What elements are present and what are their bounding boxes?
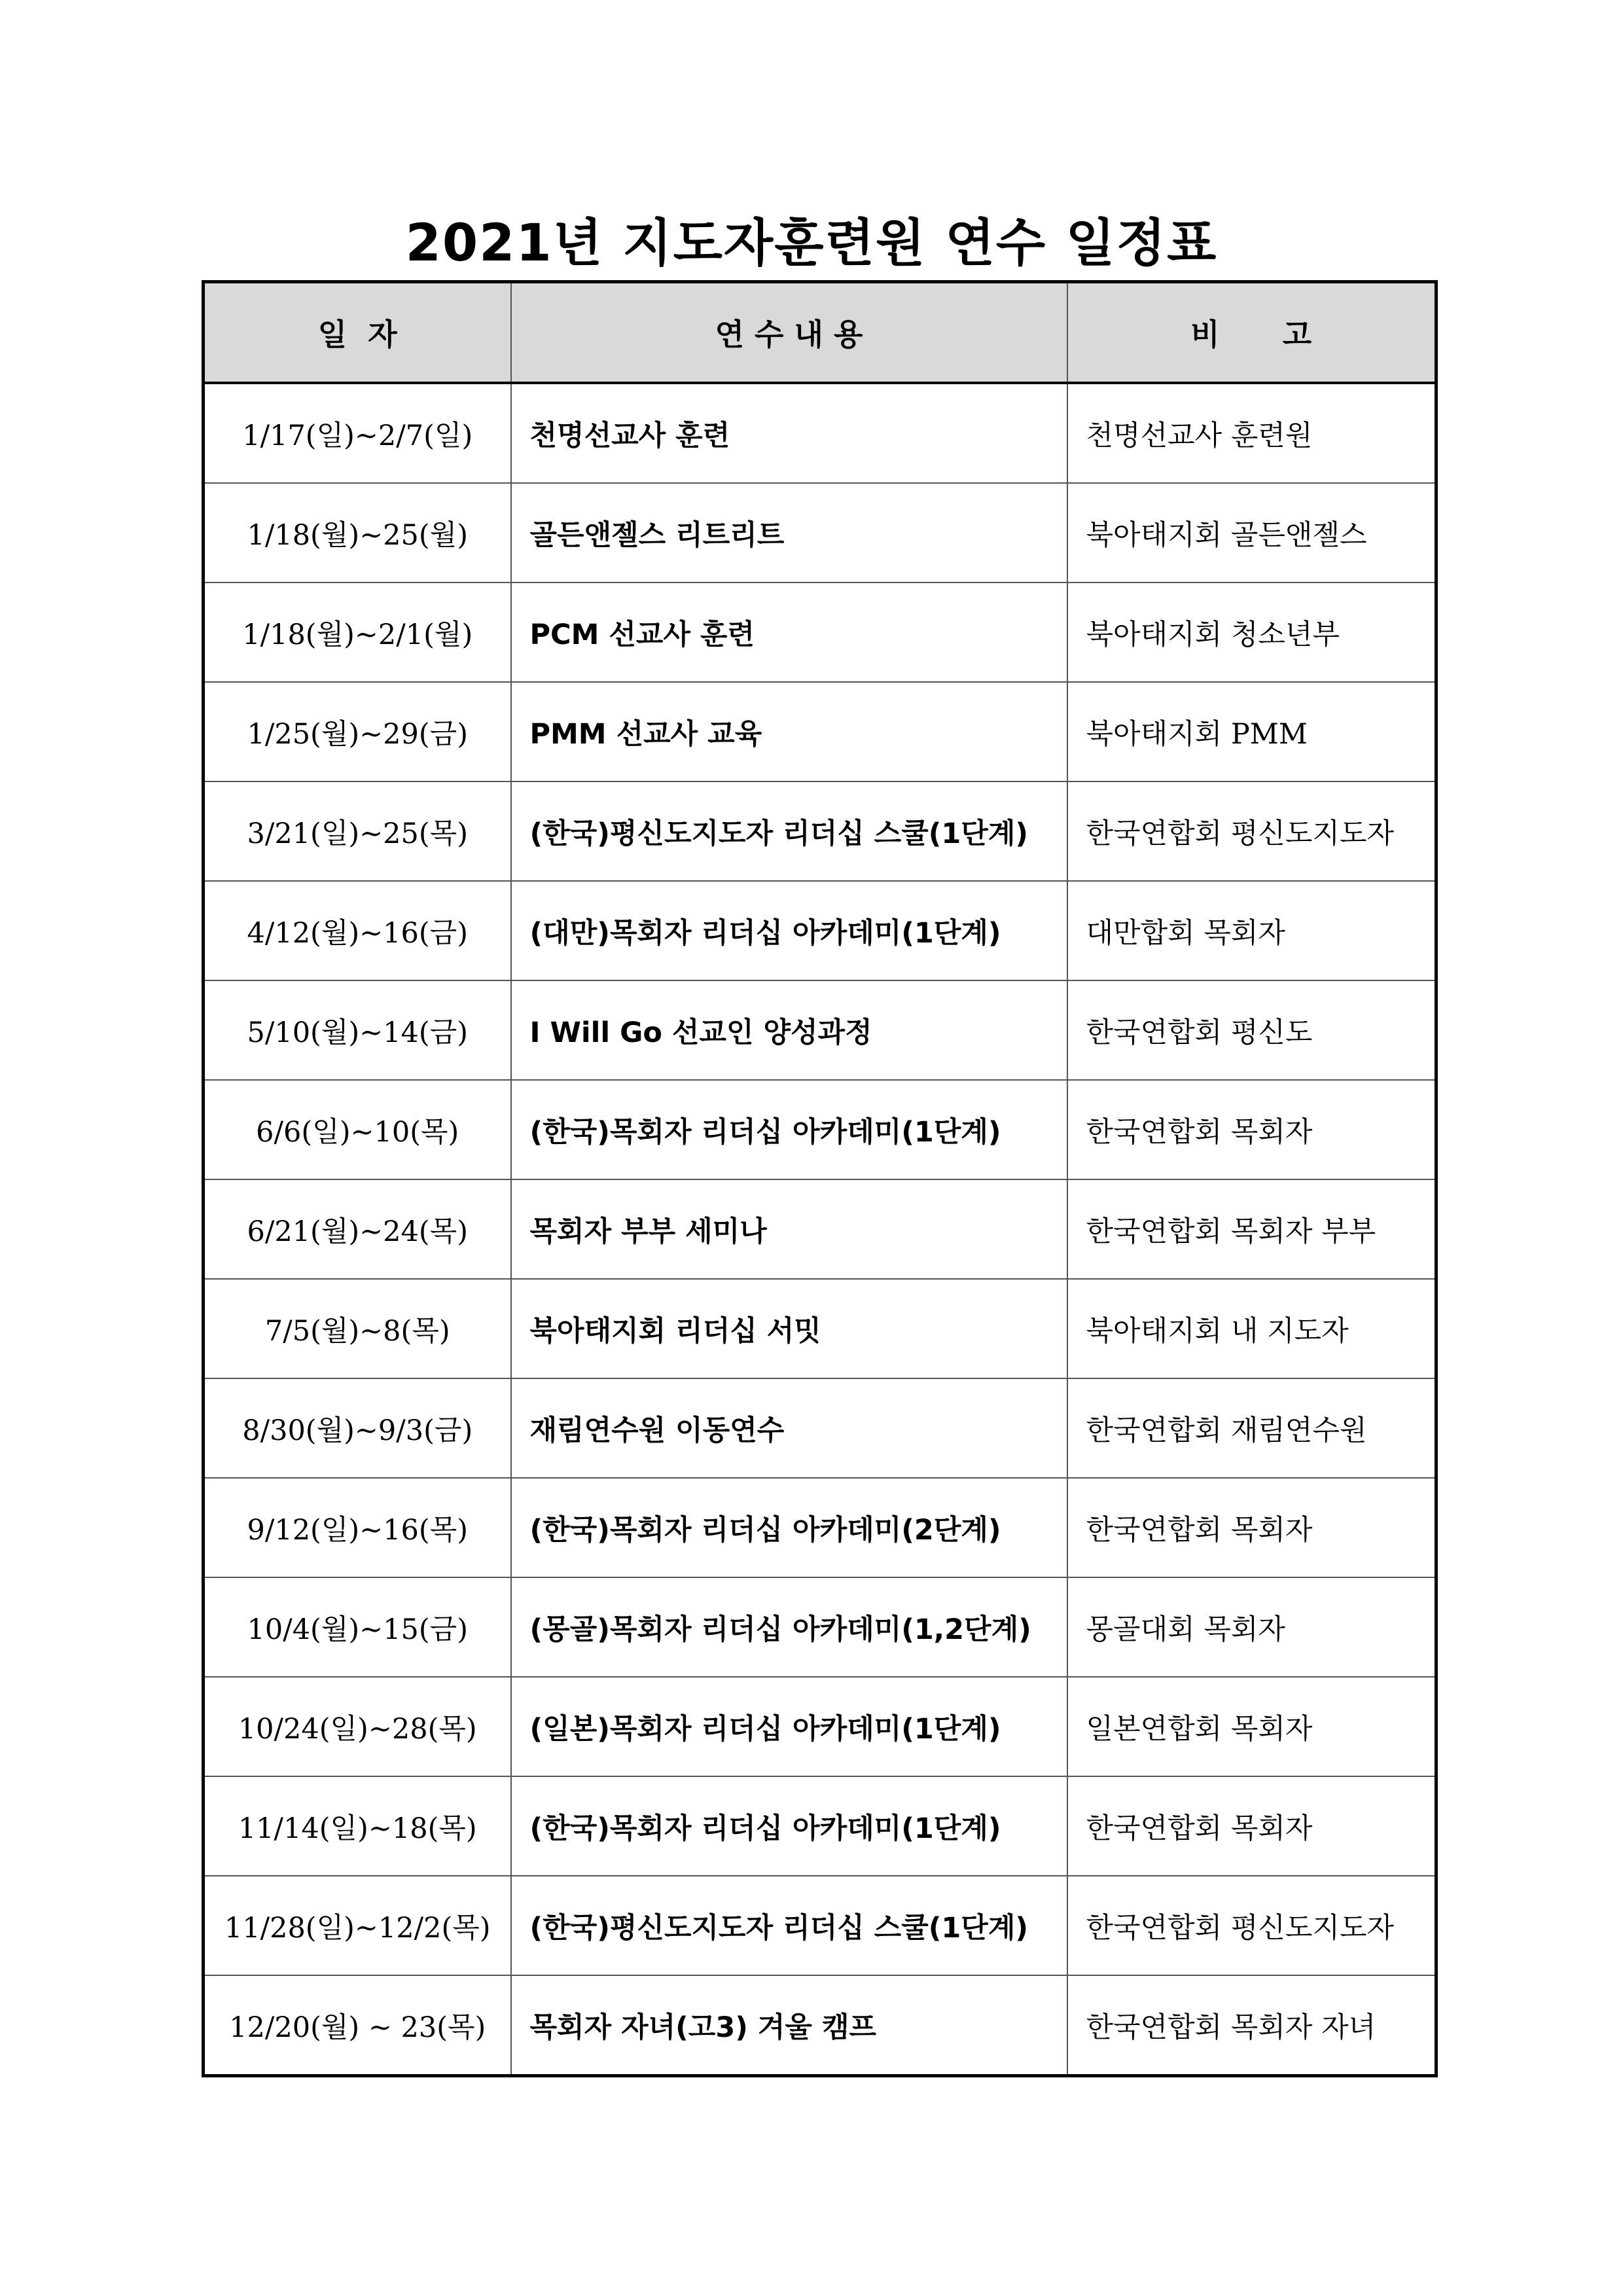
schedule-date: 11/28(일)~12/2(목)	[204, 1876, 511, 1975]
training-content: 목회자 자녀(고3) 겨울 캠프	[511, 1975, 1067, 2076]
training-content: 북아태지회 리더십 서밋	[511, 1279, 1067, 1378]
table-row	[204, 881, 1436, 980]
schedule-note: 북아태지회 내 지도자	[1067, 1279, 1436, 1378]
training-content: (몽골)목회자 리더십 아카데미(1,2단계)	[511, 1577, 1067, 1677]
schedule-date: 10/24(일)~28(목)	[204, 1677, 511, 1776]
schedule-date: 7/5(월)~8(목)	[204, 1279, 511, 1378]
table-row	[204, 1478, 1436, 1577]
schedule-note: 한국연합회 평신도지도자	[1067, 1876, 1436, 1975]
schedule-date: 1/18(월)~2/1(월)	[204, 583, 511, 682]
table-row	[204, 980, 1436, 1080]
header-date: 일 자	[204, 282, 511, 384]
table-row	[204, 1179, 1436, 1279]
schedule-note: 북아태지회 골든앤젤스	[1067, 483, 1436, 583]
training-content: (한국)목회자 리더십 아카데미(1단계)	[511, 1776, 1067, 1876]
schedule-note: 한국연합회 목회자	[1067, 1478, 1436, 1577]
schedule-date: 6/21(월)~24(목)	[204, 1179, 511, 1279]
schedule-note: 북아태지회 청소년부	[1067, 583, 1436, 682]
schedule-date: 4/12(월)~16(금)	[204, 881, 511, 980]
table-row	[204, 1080, 1436, 1179]
schedule-date: 10/4(월)~15(금)	[204, 1577, 511, 1677]
schedule-note: 한국연합회 평신도지도자	[1067, 781, 1436, 881]
training-content: (대만)목회자 리더십 아카데미(1단계)	[511, 881, 1067, 980]
table-row	[204, 682, 1436, 781]
training-content: I Will Go 선교인 양성과정	[511, 980, 1067, 1080]
schedule-date: 1/18(월)~25(월)	[204, 483, 511, 583]
training-content: (한국)목회자 리더십 아카데미(2단계)	[511, 1478, 1067, 1577]
training-content: (한국)목회자 리더십 아카데미(1단계)	[511, 1080, 1067, 1179]
page-title: 2021년 지도자훈련원 연수 일정표	[405, 214, 1218, 274]
schedule-date: 12/20(월) ~ 23(목)	[204, 1975, 511, 2076]
table-row	[204, 1577, 1436, 1677]
table-row	[204, 583, 1436, 682]
training-content: (한국)평신도지도자 리더십 스쿨(1단계)	[511, 781, 1067, 881]
table-body	[204, 383, 1436, 2076]
schedule-date: 5/10(월)~14(금)	[204, 980, 511, 1080]
table-row	[204, 781, 1436, 881]
header-note: 비 고	[1067, 282, 1436, 384]
schedule-note: 북아태지회 PMM	[1067, 682, 1436, 781]
schedule-note: 한국연합회 목회자 자녀	[1067, 1975, 1436, 2076]
training-content: PMM 선교사 교육	[511, 682, 1067, 781]
header-content: 연 수 내 용	[511, 282, 1067, 384]
schedule-date: 11/14(일)~18(목)	[204, 1776, 511, 1876]
schedule-date: 8/30(월)~9/3(금)	[204, 1378, 511, 1478]
training-content: 목회자 부부 세미나	[511, 1179, 1067, 1279]
schedule-date: 6/6(일)~10(목)	[204, 1080, 511, 1179]
schedule-note: 몽골대회 목회자	[1067, 1577, 1436, 1677]
schedule-table	[202, 280, 1438, 2077]
table-row	[204, 1378, 1436, 1478]
schedule-date: 9/12(일)~16(목)	[204, 1478, 511, 1577]
schedule-date: 3/21(일)~25(목)	[204, 781, 511, 881]
table-row	[204, 1876, 1436, 1975]
training-content: PCM 선교사 훈련	[511, 583, 1067, 682]
header-row	[204, 282, 1436, 384]
training-content: (일본)목회자 리더십 아카데미(1단계)	[511, 1677, 1067, 1776]
training-content: 천명선교사 훈련	[511, 383, 1067, 483]
schedule-note: 한국연합회 재림연수원	[1067, 1378, 1436, 1478]
schedule-note: 한국연합회 목회자	[1067, 1776, 1436, 1876]
table-row	[204, 1776, 1436, 1876]
schedule-date: 1/17(일)~2/7(일)	[204, 383, 511, 483]
table-row	[204, 1975, 1436, 2076]
schedule-note: 한국연합회 목회자	[1067, 1080, 1436, 1179]
schedule-note: 한국연합회 평신도	[1067, 980, 1436, 1080]
table-row	[204, 383, 1436, 483]
table-row	[204, 1677, 1436, 1776]
table-row	[204, 1279, 1436, 1378]
table-row	[204, 483, 1436, 583]
training-content: 골든앤젤스 리트리트	[511, 483, 1067, 583]
schedule-date: 1/25(월)~29(금)	[204, 682, 511, 781]
schedule-note: 일본연합회 목회자	[1067, 1677, 1436, 1776]
table-header	[204, 282, 1436, 384]
schedule-note: 천명선교사 훈련원	[1067, 383, 1436, 483]
schedule-note: 대만합회 목회자	[1067, 881, 1436, 980]
training-content: (한국)평신도지도자 리더십 스쿨(1단계)	[511, 1876, 1067, 1975]
training-content: 재림연수원 이동연수	[511, 1378, 1067, 1478]
schedule-note: 한국연합회 목회자 부부	[1067, 1179, 1436, 1279]
